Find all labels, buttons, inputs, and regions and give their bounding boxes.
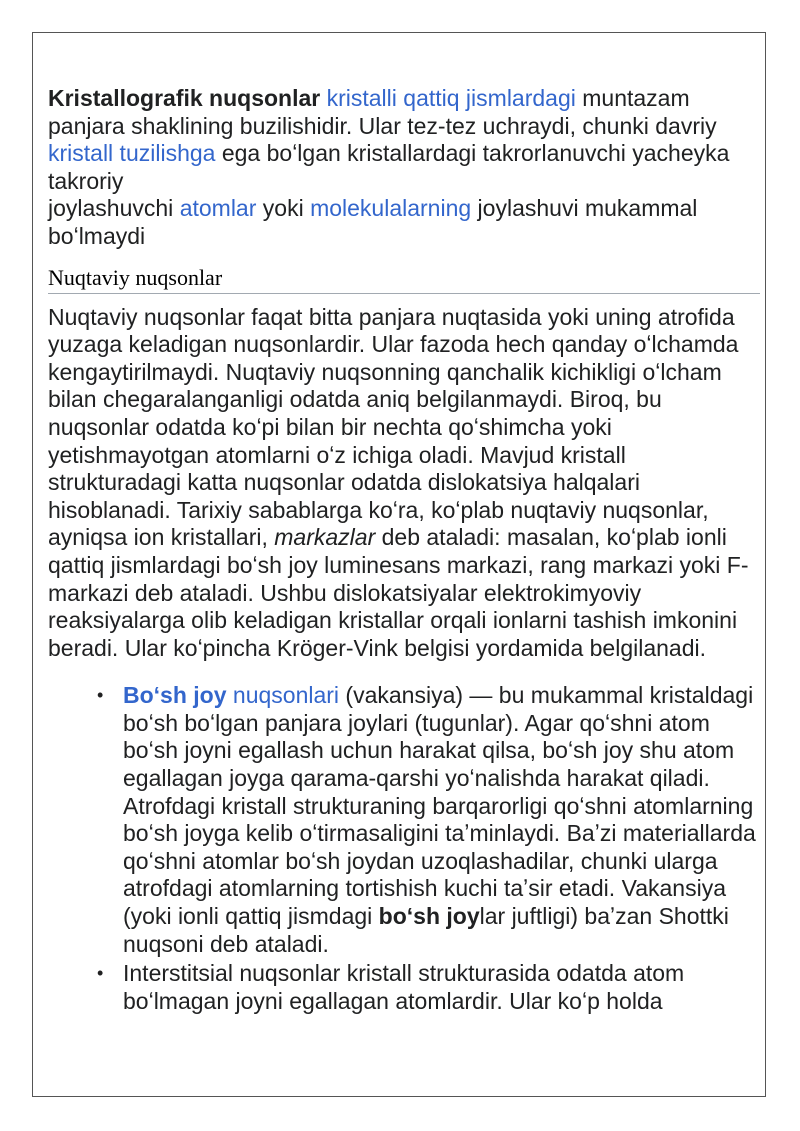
link-atomlar[interactable]: atomlar <box>179 195 257 222</box>
defect-list <box>48 682 760 1015</box>
link-kristalli-qattiq-jismlar[interactable]: kristalli qattiq jismlardagi <box>326 85 576 111</box>
item1-text-b: lar juftligi) baʼzan Shottki nuqsoni deb ataladi. <box>123 903 729 957</box>
section-text-b: deb ataladi: masalan, koʻplab ionli qattiq jismlardagi boʻsh joy luminesans markazi, rang markazi yoki F-markazi deb ataladi. Ushbu dislokatsiyalar elektrokimyoviy reaksiyalarga olib keladigan kristallar orqali ionlarni tashish imkonini beradi. Ular koʻpincha Kröger-Vink belgisi yordamida belgilanadi. <box>48 524 749 661</box>
intro-text-5: joylashuvi mukammal boʻlmaydi <box>48 195 698 249</box>
article-content <box>48 85 760 1015</box>
section-italic-term: markazlar <box>274 524 376 551</box>
list-item <box>97 960 760 1015</box>
intro-text-4: yoki <box>256 195 311 222</box>
section-paragraph <box>48 304 760 663</box>
bullet-marker: • <box>97 685 104 706</box>
intro-text-2: ega boʻlgan kristallardagi takrorlanuvchi yacheyka takroriy <box>48 140 730 194</box>
item2-text: Interstitsial nuqsonlar kristall strukturasida odatda atom boʻlmagan joyni egallagan atomlardir. Ular koʻp holda <box>123 960 685 1014</box>
section-heading: Nuqtaviy nuqsonlar <box>48 263 760 294</box>
bullet-marker: • <box>97 963 104 984</box>
link-kristall-tuzilish[interactable]: kristall tuzilishga <box>48 140 216 167</box>
section-text-a: Nuqtaviy nuqsonlar faqat bitta panjara nuqtasida yoki uning atrofida yuzaga keladigan nuqsonlardir. Ular fazoda hech qanday oʻlchamda kengaytirilmaydi. Nuqtaviy nuqsonning qanchalik kichikligi oʻlcham bilan chegaralanganligi odatda aniq belgilanmaydi. Biroq, bu nuqsonlar odatda koʻpi bilan bir nechta qoʻshimcha yoki yetishmayotgan atomlarni oʻz ichiga oladi. Mavjud kristall strukturadagi katta nuqsonlar odatda dislokatsiya halqalari hisoblanadi. Tarixiy sabablarga koʻra, koʻplab nuqtaviy nuqsonlar, ayniqsa ion kristallari, <box>48 303 739 551</box>
item1-text-a: (vakansiya) — bu mukammal kristaldagi boʻsh boʻlgan panjara joylari (tugunlar). Agar qoʻshni atom boʻsh joyni egallash uchun harakat qilsa, boʻsh joy shu atom egallagan joyga qarama-qarshi yoʻnalishda harakat qiladi. Atrofdagi kristall strukturaning barqarorligi qoʻshni atomlarning boʻsh joyga kelib oʻtirmasaligini taʼminlaydi. Baʼzi materiallarda qoʻshni atomlar boʻsh joydan uzoqlashadilar, chunki ularga atrofdagi atomlarning tortishish kuchi taʼsir etadi. Vakansiya (yoki ionli qattiq jismdagi <box>123 682 756 930</box>
intro-text-3: joylashuvchi <box>48 195 180 222</box>
intro-lead-term: Kristallografik nuqsonlar <box>48 85 321 111</box>
item1-bold-term: boʻsh joy <box>378 903 480 930</box>
link-molekulalar[interactable]: molekulalarning <box>310 195 472 222</box>
intro-paragraph <box>48 85 760 251</box>
document-frame <box>32 32 766 1097</box>
list-item <box>97 682 760 958</box>
link-bosh-joy[interactable]: Boʻsh joy <box>123 682 227 709</box>
link-nuqsonlari[interactable]: nuqsonlari <box>232 682 340 709</box>
intro-text-1: muntazam panjara shaklining buzilishidir. Ular tez-tez uchraydi, chunki davriy <box>48 85 717 139</box>
